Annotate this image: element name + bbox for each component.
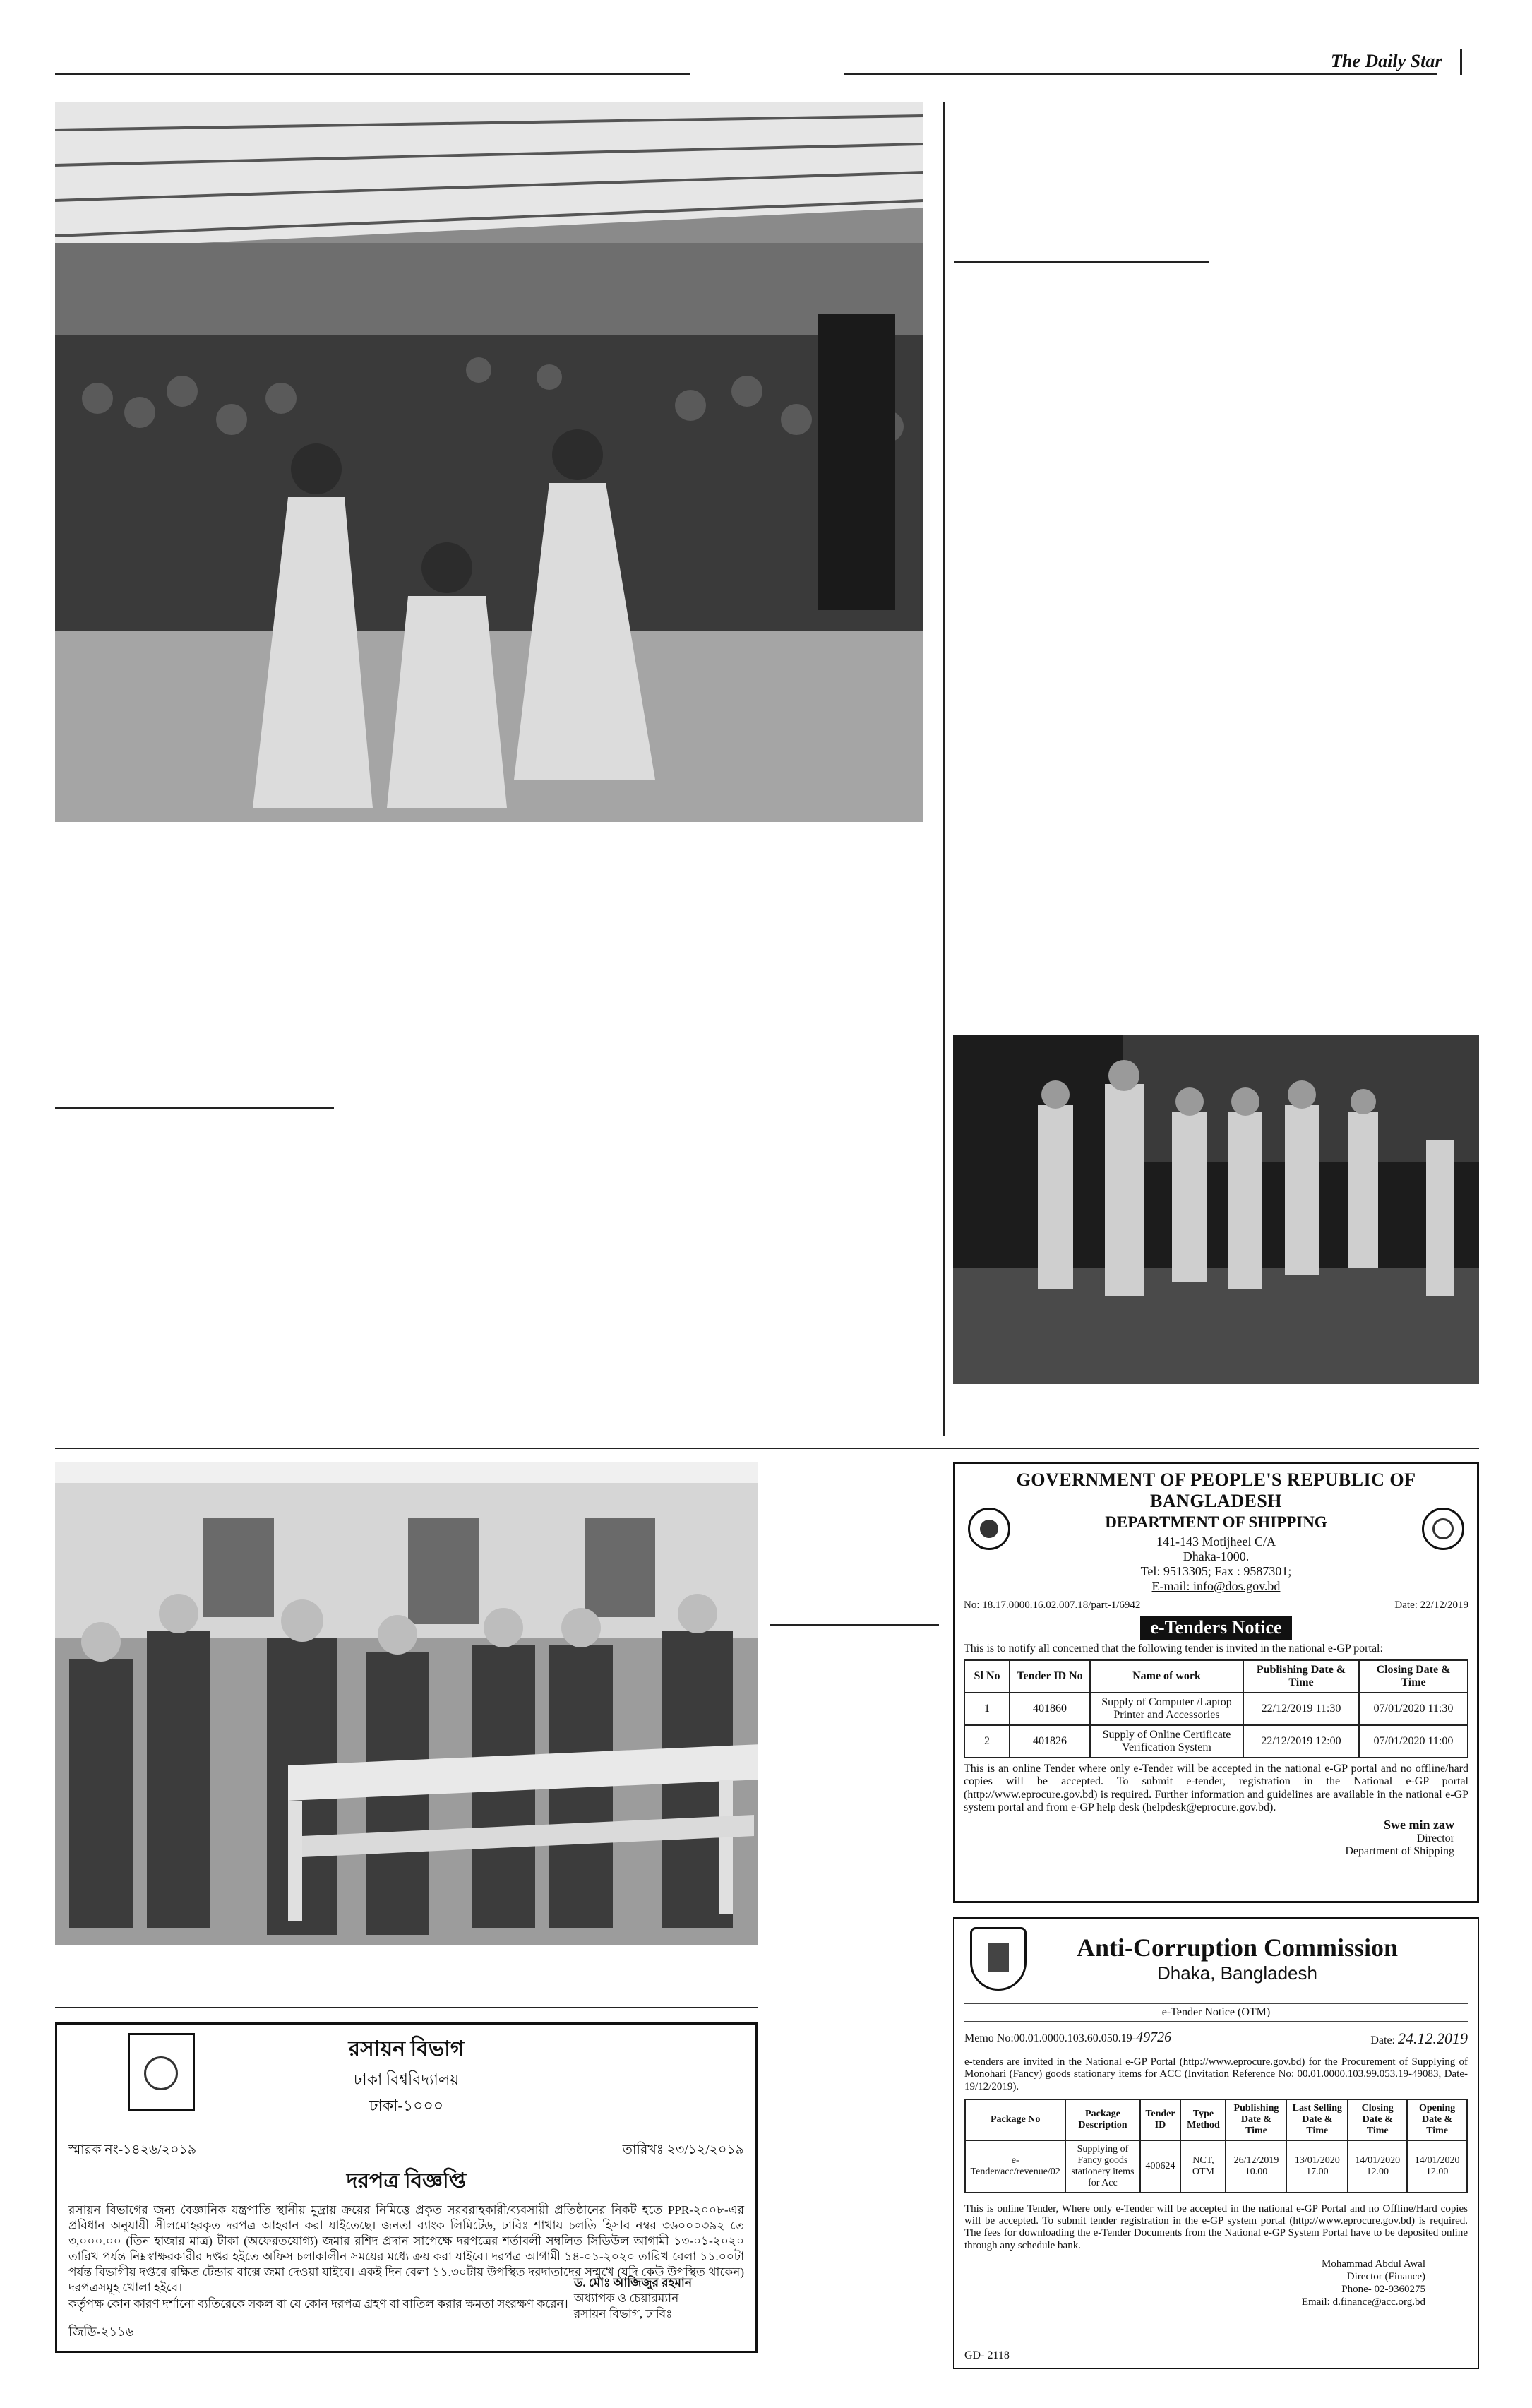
- table-cell: NCT, OTM: [1180, 2140, 1226, 2193]
- acc-email: Email: d.finance@acc.org.bd: [1301, 2296, 1425, 2308]
- chem-signer-title: অধ্যাপক ও চেয়ারম্যান: [573, 2291, 679, 2306]
- acc-logo: [970, 1927, 1027, 1991]
- table-header: Tender ID No: [1010, 1660, 1090, 1693]
- chem-body-2: কর্তৃপক্ষ কোন কারণ দর্শানো ব্যতিরেকে সকল বা যে কোন দরপত্র গ্রহণ বা বাতিল করার ক্ষমতা সংরক্ষণ করেন।: [68, 2296, 568, 2311]
- acc-gd-number: GD- 2118: [964, 2349, 1010, 2361]
- acc-signer-title: Director (Finance): [1346, 2270, 1425, 2282]
- middle-right-rule: [770, 1624, 939, 1626]
- shipping-dept-seal: [1422, 1508, 1464, 1550]
- acc-phone: Phone- 02-9360275: [1341, 2283, 1425, 2295]
- table-cell: 401826: [1010, 1725, 1090, 1758]
- chem-body: রসায়ন বিভাগের জন্য বৈজ্ঞানিক যন্ত্রপাতি স্থানীয় মুদ্রায় ক্রয়ের নিমিত্তে প্রকৃত সরবরাহকারী/ব্যবসায়ী প্রতিষ্ঠানের নিকট হতে PPR-২০০৮-এর প্রবিধান অনুযায়ী সীলমোহরকৃত দরপত্র আহবান করা যাইতেছে। জনতা ব্যাংক লিমিটেড, ঢাবিঃ শাখায় চলতি হিসাব নম্বর ৩৬০০০৩৯২ তে ৩,০০০.০০ (তিন হাজার মাত্র) টাকা (অফেরতযোগ্য) জমার রশিদ প্রদান সাপেক্ষে দরপত্রের শর্তাবলী সম্বলিত সিডিউল আগামী ১৩-০১-২০২০ তারিখ পর্যন্ত নিম্নস্বাক্ষরকারীর দপ্তর হইতে অফিস চলাকালীন সময়ের মধ্যে ক্রয় করা যাইবে। দরপত্র আগামী ১৪-০১-২০২০ তারিখ বেলা ১১.০০টা পর্যন্ত বিভাগীয় দপ্তরে রক্ষিত টেন্ডার বাক্সে জমা দেওয়া যাইবে। একই দিন বেলা ১১.৩০টায় উপস্থিত দরদাতাদের সম্মুখে (যদি কেউ উপস্থিত থাকেন) দরপত্রসমূহ খোলা হইবে।: [68, 2203, 744, 2295]
- right-column-rule: [954, 261, 1209, 263]
- table-cell: Supply of Computer /Laptop Printer and Accessories: [1090, 1693, 1243, 1725]
- table-cell: 13/01/2020 17.00: [1286, 2140, 1348, 2193]
- top-rule-left: [55, 73, 690, 75]
- table-row: [965, 2140, 1467, 2193]
- acc-place: Dhaka, Bangladesh: [1157, 1962, 1317, 1984]
- acc-signer: Mohammad Abdul Awal: [1322, 2258, 1425, 2270]
- masthead-divider: [1460, 49, 1462, 75]
- left-section-rule: [55, 1107, 334, 1109]
- shipping-signer-org: Department of Shipping: [1345, 1844, 1454, 1857]
- acc-date-handwritten: 24.12.2019: [1398, 2029, 1468, 2047]
- table-cell: 26/12/2019 10.00: [1226, 2140, 1286, 2193]
- shipping-tel: Tel: 9513305; Fax : 9587301;: [1140, 1564, 1292, 1578]
- night-photo: [953, 1035, 1479, 1384]
- table-cell: Supplying of Fancy goods stationery items for Acc: [1065, 2140, 1139, 2193]
- acc-tender-table: [964, 2099, 1468, 2193]
- table-row: [964, 1725, 1468, 1758]
- table-cell: Supply of Online Certificate Verification System: [1090, 1725, 1243, 1758]
- table-header: Publishing Date & Time: [1226, 2099, 1286, 2140]
- chemistry-tender-notice: [55, 2022, 758, 2353]
- chem-university: ঢাকা বিশ্ববিদ্যালয়: [353, 2070, 460, 2088]
- acc-memo-handwritten: 49726: [1136, 2029, 1172, 2045]
- acc-memo: Memo No:00.01.0000.103.60.050.19-: [964, 2032, 1137, 2044]
- shipping-address-1: 141-143 Motijheel C/A: [1156, 1534, 1276, 1549]
- top-rule-right: [844, 73, 1437, 75]
- table-cell: 401860: [1010, 1693, 1090, 1725]
- shipping-footer: This is an online Tender where only e-Tender will be accepted in the national e-GP portal and no offline/hard copies will be accepted. To submit e-tender, registration in the National e-GP portal (http://www.eprocure.gov.bd) is required. Further information and guidelines are available in the national e-GP system portal and from e-GP help desk (helpdesk@eprocure.gov.bd).: [964, 1763, 1468, 1814]
- bottom-left-rule: [55, 2007, 758, 2008]
- dance-photo: [55, 102, 923, 822]
- chem-date: তারিখঃ ২৩/১২/২০১৯: [622, 2142, 744, 2157]
- masthead-brand: The Daily Star: [1331, 51, 1442, 71]
- chem-city: ঢাকা-১০০০: [369, 2097, 444, 2114]
- chem-title: দরপত্র বিজ্ঞপ্তি: [346, 2169, 467, 2193]
- shipping-tender-notice: [953, 1462, 1479, 1903]
- shipping-signer: Swe min zaw: [1384, 1817, 1454, 1832]
- shipping-intro: This is to notify all concerned that the following tender is invited in the national e-GP portal:: [964, 1643, 1383, 1655]
- shipping-tender-table: [964, 1659, 1468, 1758]
- dhaka-university-logo: [128, 2033, 195, 2111]
- table-cell: 14/01/2020 12.00: [1348, 2140, 1407, 2193]
- chem-memo: স্মারক নং-১৪২৬/২০১৯: [68, 2142, 197, 2157]
- table-header: Package No: [965, 2099, 1065, 2140]
- table-row: [964, 1693, 1468, 1725]
- table-header: Publishing Date & Time: [1243, 1660, 1359, 1693]
- section-divider: [55, 1448, 1479, 1449]
- chem-dept: রসায়ন বিভাগ: [348, 2037, 465, 2061]
- column-divider-top: [943, 102, 945, 1436]
- table-header: Package Description: [1065, 2099, 1139, 2140]
- table-header: Last Selling Date & Time: [1286, 2099, 1348, 2140]
- table-header: Sl No: [964, 1660, 1010, 1693]
- shipping-memo-no: No: 18.17.0000.16.02.007.18/part-1/6942: [964, 1599, 1141, 1611]
- table-header: Name of work: [1090, 1660, 1243, 1693]
- table-cell: 07/01/2020 11:30: [1359, 1693, 1468, 1725]
- chem-signer-org: রসায়ন বিভাগ, ঢাবিঃ: [573, 2307, 673, 2321]
- table-header-row: [965, 2099, 1467, 2140]
- table-header: Type Method: [1180, 2099, 1226, 2140]
- shipping-dept-heading: DEPARTMENT OF SHIPPING: [1105, 1513, 1327, 1531]
- acc-tender-notice: [953, 1917, 1479, 2369]
- table-cell: 1: [964, 1693, 1010, 1725]
- table-header: Tender ID: [1140, 2099, 1181, 2140]
- table-header: Closing Date & Time: [1348, 2099, 1407, 2140]
- acc-title: Anti-Corruption Commission: [1076, 1933, 1399, 1962]
- shipping-signer-title: Director: [1416, 1832, 1454, 1844]
- table-cell: 400624: [1140, 2140, 1181, 2193]
- chem-signer: ড. মোঃ আজিজুর রহমান: [573, 2276, 692, 2289]
- acc-notice-tag: e-Tender Notice (OTM): [1161, 2006, 1271, 2018]
- shipping-govt-seal: [968, 1508, 1010, 1550]
- acc-footer: This is online Tender, Where only e-Tender will be accepted in the national e-GP Portal and no Offline/Hard copies will be accepted. To submit tender registration in the e-GP system portal (http://www.eprocure.gov.bd) is required. The fees for downloading the e-Tender Documents from the National e-GP System Portal have to be deposited online through any schedule bank.: [964, 2203, 1468, 2251]
- acc-intro: e-tenders are invited in the National e-GP Portal (http://www.eprocure.gov.bd) for the Procurement of Supplying of Monohari (Fancy) goods stationary items for ACC (Invitation Reference No: 00.01.0000.103.99.053.19-49083, Date- 19/12/2019).: [964, 2056, 1468, 2092]
- table-cell: e-Tender/acc/revenue/02: [965, 2140, 1065, 2193]
- table-cell: 14/01/2020 12.00: [1407, 2140, 1467, 2193]
- table-header: Closing Date & Time: [1359, 1660, 1468, 1693]
- shipping-notice-title: e-Tenders Notice: [1140, 1616, 1291, 1640]
- bench-photo: [55, 1462, 758, 1945]
- shipping-date: Date: 22/12/2019: [1394, 1599, 1468, 1611]
- table-header-row: [964, 1660, 1468, 1693]
- table-cell: 22/12/2019 12:00: [1243, 1725, 1359, 1758]
- table-header: Opening Date & Time: [1407, 2099, 1467, 2140]
- table-cell: 07/01/2020 11:00: [1359, 1725, 1468, 1758]
- shipping-email: E-mail: info@dos.gov.bd: [1151, 1579, 1281, 1593]
- shipping-address-2: Dhaka-1000.: [1183, 1549, 1250, 1563]
- chem-gd-number: জিডি-২১১৬: [68, 2325, 134, 2339]
- shipping-gov-heading: GOVERNMENT OF PEOPLE'S REPUBLIC OF BANGLADESH: [1016, 1470, 1416, 1511]
- acc-date-label: Date:: [1370, 2034, 1395, 2046]
- table-cell: 2: [964, 1725, 1010, 1758]
- table-cell: 22/12/2019 11:30: [1243, 1693, 1359, 1725]
